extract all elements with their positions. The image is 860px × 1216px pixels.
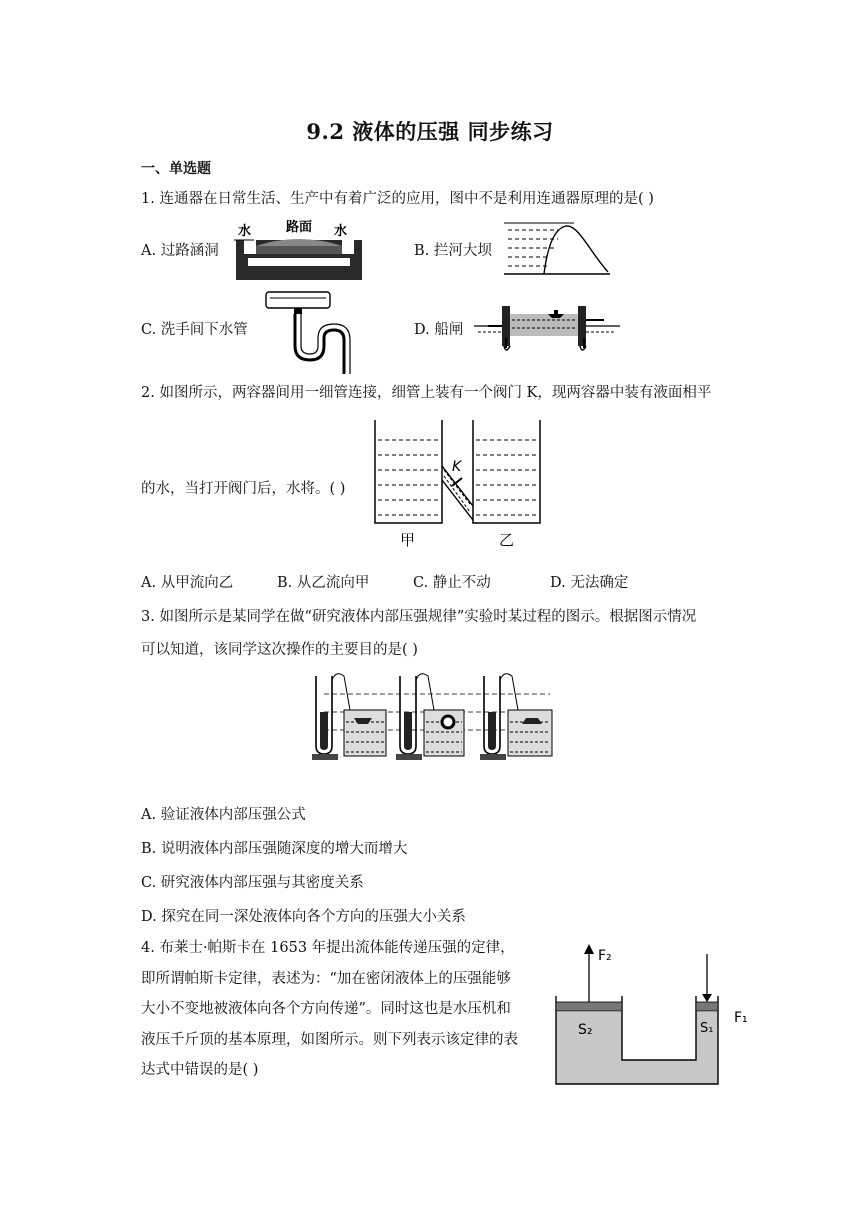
fig-label-road: 路面: [286, 220, 313, 235]
valve-label: K: [452, 459, 462, 475]
q1-option-a: A. 过路涵洞: [141, 243, 219, 259]
fig-label-water-left: 水: [238, 224, 252, 239]
q2-option-a: A. 从甲流向乙: [141, 575, 234, 591]
page-title: 9.2 液体的压强 同步练习: [306, 119, 554, 144]
question-3-stem: 3. 如图所示是某同学在做“研究液体内部压强规律”实验时某过程的图示。根据图示情况: [141, 609, 697, 625]
q4-line-5: 达式中错误的是( ): [141, 1062, 259, 1078]
dam-figure: [504, 222, 614, 278]
q1-option-b: B. 拦河大坝: [414, 243, 492, 259]
q4-line-3: 大小不变地被液体向各个方向传递”。同时这也是水压机和: [141, 1001, 511, 1017]
section-heading: 一、单选题: [141, 161, 211, 177]
q4-line-4: 液压千斤顶的基本原理，如图所示。则下列表示该定律的表: [141, 1031, 518, 1048]
q1-option-d: D. 船闸: [414, 322, 464, 338]
q3-option-c: C. 研究液体内部压强与其密度关系: [141, 875, 364, 891]
force-f2-label: F₂: [598, 948, 612, 964]
q2-option-b: B. 从乙流向甲: [277, 575, 370, 591]
container-yi-label: 乙: [499, 531, 515, 549]
q2-option-c: C. 静止不动: [413, 575, 491, 591]
q4-line-1: 4. 布莱士·帕斯卡在 1653 年提出流体能传递压强的定律，: [141, 940, 515, 956]
q3-option-b: B. 说明液体内部压强随深度的增大而增大: [141, 841, 408, 857]
hydraulic-press-figure: [550, 940, 760, 1088]
ship-lock-figure: [474, 302, 620, 356]
q1-option-c: C. 洗手间下水管: [141, 322, 248, 338]
q4-line-2: 即所谓帕斯卡定律，表述为：“加在密闭液体上的压强能够: [141, 970, 511, 987]
connected-containers-figure: [372, 418, 546, 553]
container-jia-label: 甲: [400, 531, 416, 549]
area-s1-label: S₁: [700, 1021, 714, 1036]
question-1-stem: 1. 连通器在日常生活、生产中有着广泛的应用，图中不是利用连通器原理的是( ): [141, 191, 654, 207]
question-4-text: [141, 933, 541, 1086]
fig-label-water-right: 水: [334, 224, 348, 239]
area-s2-label: S₂: [578, 1022, 593, 1038]
question-2-stem: 2. 如图所示，两容器间用一细管连接，细管上装有一个阀门 K，现两容器中装有液面相平: [141, 385, 712, 401]
culvert-figure: [234, 218, 364, 282]
q3-option-d: D. 探究在同一深处液体向各个方向的压强大小关系: [141, 909, 466, 925]
question-3-stem-continued: 可以知道，该同学这次操作的主要目的是( ): [141, 642, 418, 658]
q3-option-a: A. 验证液体内部压强公式: [141, 807, 306, 823]
pressure-gauge-experiment-figure: [310, 666, 556, 766]
q2-option-d: D. 无法确定: [550, 575, 629, 591]
question-2-stem-continued: 的水，当打开阀门后，水将。( ): [141, 481, 346, 497]
force-f1-label: F₁: [734, 1010, 748, 1026]
sink-drain-figure: [264, 290, 354, 374]
